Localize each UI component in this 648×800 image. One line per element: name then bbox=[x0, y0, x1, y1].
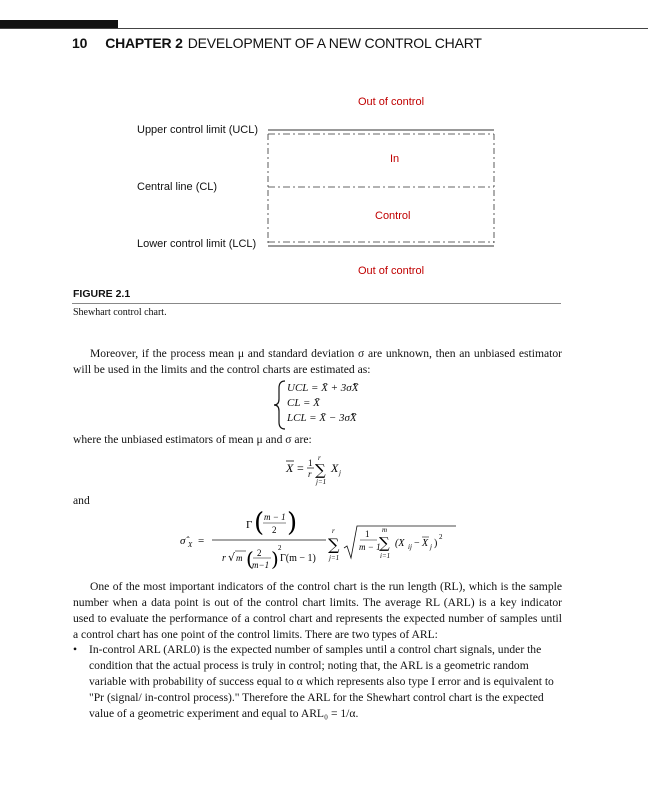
svg-text:m − 1: m − 1 bbox=[359, 542, 381, 552]
in-region-label: In bbox=[390, 153, 400, 165]
ucl-label: Upper control limit (UCL) bbox=[137, 124, 259, 136]
paragraph-estimators: Moreover, if the process mean μ and standard deviation σ are unknown, then an unbiased estimator will be used in the limits and the control charts are estimated as: bbox=[73, 347, 562, 376]
bullet-icon: • bbox=[73, 643, 78, 656]
svg-text:): ) bbox=[434, 538, 438, 549]
and-text: and bbox=[73, 494, 90, 507]
svg-text:∑: ∑ bbox=[328, 535, 340, 554]
svg-text:j: j bbox=[339, 469, 341, 477]
svg-text:(X: (X bbox=[395, 538, 405, 549]
svg-text:r: r bbox=[222, 553, 226, 564]
out-of-control-bottom: Out of control bbox=[358, 265, 425, 277]
svg-text:m: m bbox=[382, 526, 388, 534]
svg-text:): ) bbox=[287, 508, 298, 538]
svg-text:∑: ∑ bbox=[379, 534, 390, 552]
paragraph-unbiased: where the unbiased estimators of mean μ and σ are: bbox=[73, 433, 312, 446]
control-chart-diagram bbox=[0, 90, 648, 290]
cl-label: Central line (CL) bbox=[137, 181, 218, 193]
svg-text:X: X bbox=[331, 461, 339, 475]
svg-text:2: 2 bbox=[257, 548, 262, 558]
figure-number: FIGURE 2.1 bbox=[73, 288, 131, 300]
svg-text:2: 2 bbox=[278, 544, 282, 552]
svg-text:r: r bbox=[308, 469, 312, 479]
svg-text:j: j bbox=[430, 543, 432, 551]
bullet-text: In-control ARL (ARL0) is the expected number of samples until a control chart signals, under the condition that the actual process is truly in control; noting that, the ARL is a geometric random variable with probability of success equal to α which represents also type I error and is equivalent to "Pr (signal/ in-control process)." Therefore the ARL for the Shewhart control chart is the expected value of a geometric experiment and equal to ARL₀ = 1/α. bbox=[89, 643, 554, 720]
ucl-equation: UCL = X̄ + 3σ̂X̄ bbox=[287, 382, 359, 394]
chapter-title: DEVELOPMENT OF A NEW CONTROL CHART bbox=[187, 35, 482, 51]
svg-text:Γ(m − 1): Γ(m − 1) bbox=[280, 553, 316, 564]
svg-text:(: ( bbox=[246, 547, 254, 571]
svg-text:2: 2 bbox=[439, 533, 443, 541]
svg-text:r: r bbox=[332, 527, 335, 535]
lcl-equation: LCL = X̄ − 3σ̂X̄ bbox=[287, 412, 357, 424]
header-rule bbox=[0, 28, 648, 29]
page-number: 10 bbox=[72, 35, 88, 51]
figure-rule bbox=[72, 303, 561, 304]
svg-text:∑: ∑ bbox=[315, 461, 326, 479]
svg-text:Γ: Γ bbox=[246, 519, 253, 531]
control-chart-figure bbox=[0, 90, 648, 290]
svg-text:=: = bbox=[297, 461, 304, 475]
svg-text:X: X bbox=[422, 538, 429, 549]
svg-text:r: r bbox=[318, 454, 321, 462]
xbar-formula bbox=[284, 452, 364, 488]
svg-text:j=1: j=1 bbox=[329, 554, 340, 562]
out-of-control-top: Out of control bbox=[358, 96, 425, 108]
running-header bbox=[72, 35, 482, 51]
svg-text:i=1: i=1 bbox=[380, 552, 391, 560]
svg-text:X: X bbox=[286, 461, 294, 475]
chapter-label: CHAPTER 2 bbox=[105, 35, 183, 51]
svg-text:=: = bbox=[198, 535, 205, 547]
svg-text:m: m bbox=[236, 553, 243, 563]
figure-caption: Shewhart control chart. bbox=[73, 307, 167, 318]
sigma-formula bbox=[176, 506, 476, 578]
svg-text:): ) bbox=[271, 547, 279, 571]
paragraph-run-length: One of the most important indicators of the control chart is the run length (RL), which is the sample number when a data point is out of the control chart limits. The average RL (ARL) is a key indicator used to evaluate the performance of a control chart and represents the expected number of samples until a control chart has one point of the control limits. There are two types of ARL: bbox=[73, 580, 562, 641]
svg-text:−: − bbox=[414, 538, 420, 549]
control-region-label: Control bbox=[375, 210, 411, 222]
svg-text:m − 1: m − 1 bbox=[264, 512, 286, 522]
lcl-label: Lower control limit (LCL) bbox=[137, 238, 257, 250]
svg-text:(: ( bbox=[254, 508, 265, 538]
svg-text:σ̂: σ̂ bbox=[180, 535, 186, 547]
svg-text:2: 2 bbox=[272, 525, 277, 535]
svg-text:j=1: j=1 bbox=[316, 478, 327, 486]
svg-text:√: √ bbox=[228, 551, 236, 564]
svg-text:1: 1 bbox=[365, 529, 370, 539]
svg-text:m−1: m−1 bbox=[252, 560, 270, 570]
svg-text:X: X bbox=[188, 541, 193, 549]
left-brace bbox=[273, 380, 287, 430]
svg-text:1: 1 bbox=[308, 458, 313, 468]
svg-text:ij: ij bbox=[408, 543, 412, 551]
cl-equation: CL = X̄ bbox=[287, 397, 320, 409]
